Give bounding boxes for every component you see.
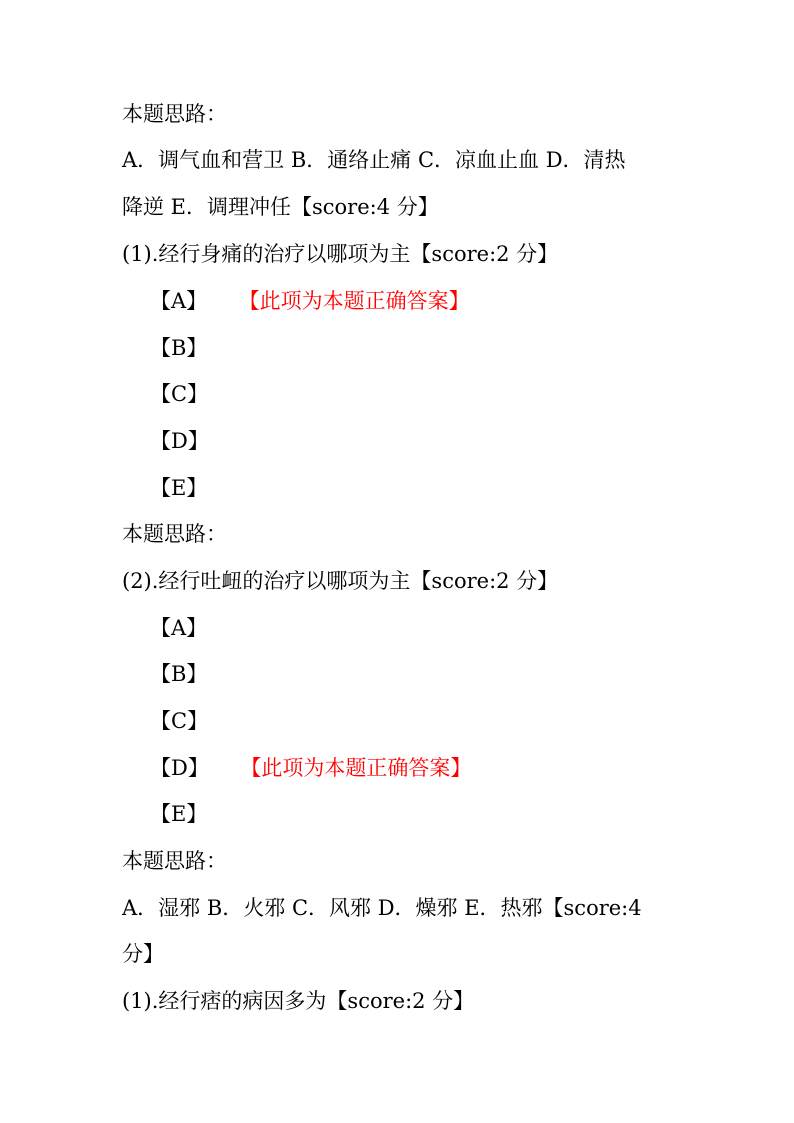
options-text-line-2: 分】 bbox=[122, 942, 164, 966]
solution-heading: 本题思路： bbox=[122, 522, 227, 546]
q2-option-b: 【B】 bbox=[150, 662, 208, 686]
solution-heading: 本题思路： bbox=[122, 102, 227, 126]
option-label: 【A】 bbox=[150, 289, 208, 313]
q1-option-a bbox=[150, 288, 470, 314]
q2-option-a: 【A】 bbox=[150, 616, 208, 640]
question-2-text: (2).经行吐衄的治疗以哪项为主【score:2 分】 bbox=[122, 569, 559, 593]
options-text-line-2: 降逆 E．调理冲任【score:4 分】 bbox=[122, 195, 439, 219]
q2-option-c: 【C】 bbox=[150, 709, 209, 733]
solution-heading: 本题思路： bbox=[122, 849, 227, 873]
q1-option-c: 【C】 bbox=[150, 382, 209, 406]
q1-option-d: 【D】 bbox=[150, 429, 209, 453]
q2-option-e: 【E】 bbox=[150, 802, 208, 826]
option-label: 【D】 bbox=[150, 756, 209, 780]
question-3-text: (1).经行痞的病因多为【score:2 分】 bbox=[122, 989, 475, 1013]
question-1-text: (1).经行身痛的治疗以哪项为主【score:2 分】 bbox=[122, 242, 559, 266]
correct-answer-marker: 【此项为本题正确答案】 bbox=[250, 756, 472, 780]
q1-option-e: 【E】 bbox=[150, 476, 208, 500]
q2-option-d bbox=[150, 755, 471, 781]
correct-answer-marker: 【此项为本题正确答案】 bbox=[249, 289, 470, 313]
q1-option-b: 【B】 bbox=[150, 336, 208, 360]
options-text-line-1: A．湿邪 B．火邪 C．风邪 D．燥邪 E．热邪【score:4 bbox=[122, 896, 642, 920]
options-text-line-1: A．调气血和营卫 B．通络止痛 C．凉血止血 D．清热 bbox=[122, 148, 626, 172]
